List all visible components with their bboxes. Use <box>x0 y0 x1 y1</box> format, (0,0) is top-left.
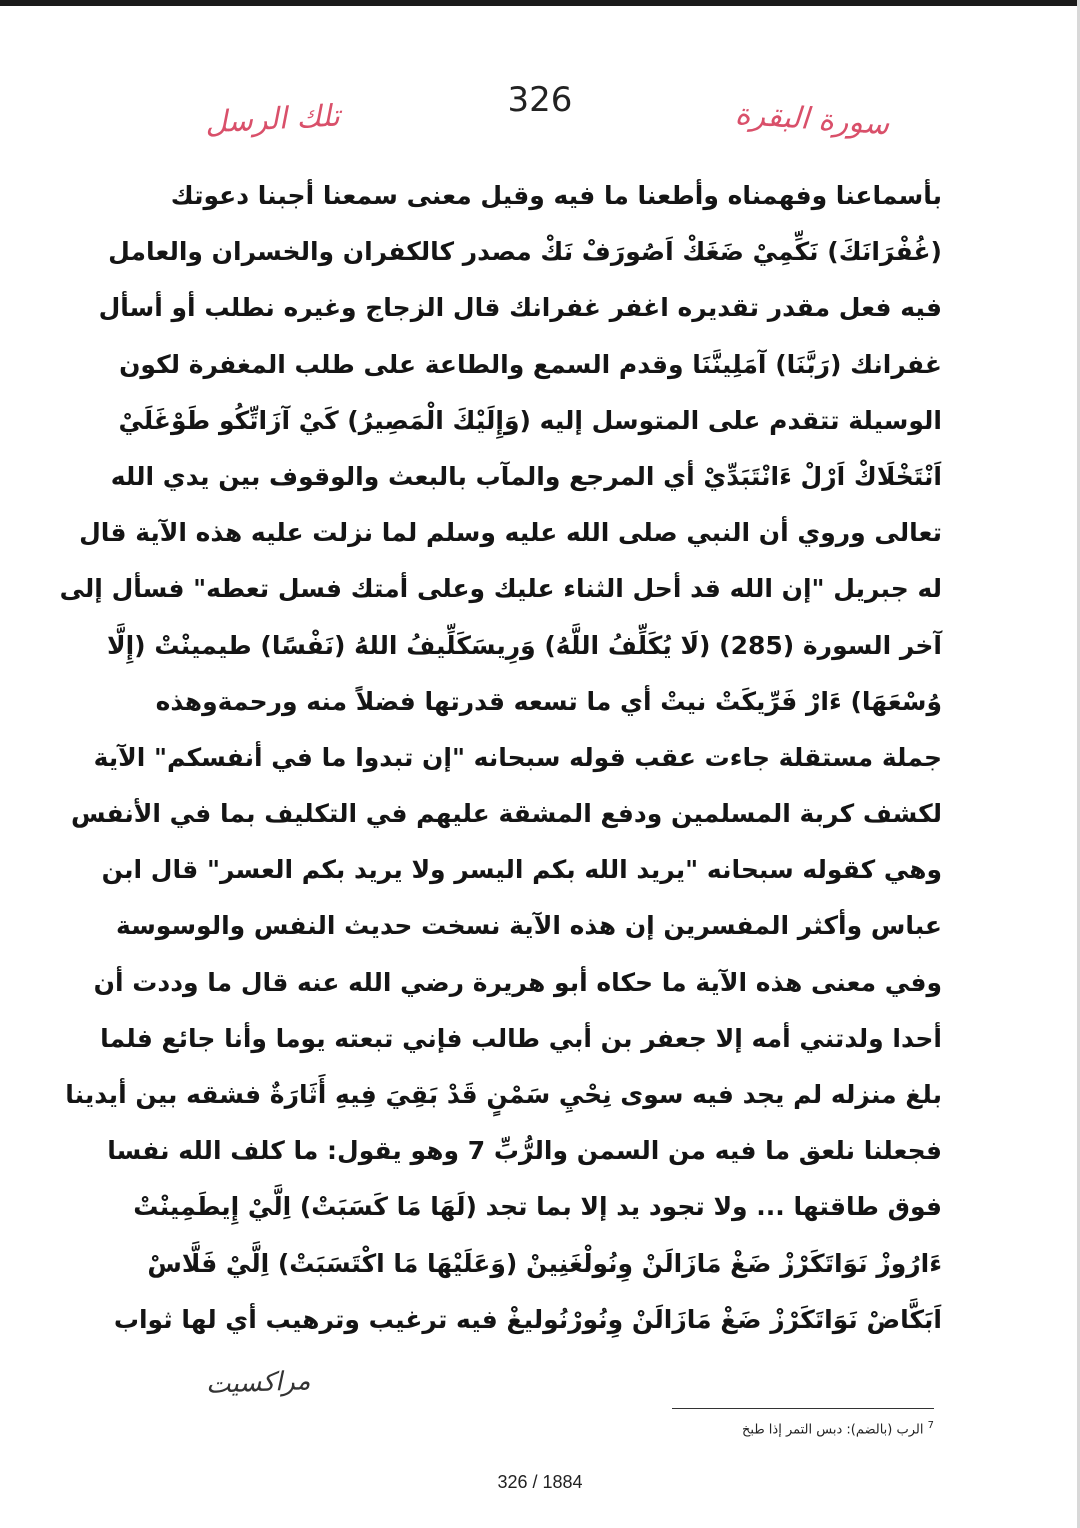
footnote-text: الرب (بالضم): دبس التمر إذا طبخ <box>742 1422 924 1438</box>
text-line: اَبَكَّاضْ نَوَاتَكَرْزْ ضَغْ مَازَالَنْ وِنُورْنُوليغْ فيه ترغيب وترهيب أي لها ثواب <box>113 1304 942 1334</box>
text-line: لكشف كربة المسلمين ودفع المشقة عليهم في التكليف بما في الأنفس <box>70 799 942 829</box>
text-line: وفي معنى هذه الآية ما حكاه أبو هريرة رضي الله عنه قال ما وددت أن <box>93 967 942 997</box>
text-line: تعالى وروي أن النبي صلى الله عليه وسلم لما نزلت عليه هذه الآية قال <box>79 518 942 548</box>
handwritten-section-note: تلك الرسل <box>204 98 341 141</box>
text-line: فيه فعل مقدر تقديره اغفر غفرانك قال الزجاج وغيره نطلب أو أسأل <box>98 293 942 323</box>
text-line: ءَارُوزْ نَوَاتَكَرْزْ ضَغْ مَازَالَنْ وِنُولْغَنِينْ (وَعَلَيْهَا مَا اكْتَسَبَتْ) اِلَّيْ فَلَّاسْ <box>147 1248 942 1278</box>
footnote-divider <box>672 1408 934 1409</box>
handwritten-surah-name: سورة البقرة <box>733 96 891 143</box>
footnote <box>600 1420 934 1437</box>
text-line: اَنْتَخْلَاكْ اَرْلْ ءَانْتَبَدِّيْ أي المرجع والمآب بالبعث والوقوف بين يدي الله <box>110 461 942 491</box>
page-counter: 326 / 1884 <box>497 1472 583 1492</box>
text-line: فوق طاقتها ... ولا تجود يد إلا بما تجد (لَهَا مَا كَسَبَتْ) اِلَّيْ إِيطَمِينْتْ <box>133 1192 942 1222</box>
scan-top-edge <box>0 0 1080 6</box>
handwritten-signature: مراكسيت <box>205 1366 311 1400</box>
text-line: عباس وأكثر المفسرين إن هذه الآية نسخت حديث النفس والوسوسة <box>116 911 942 941</box>
text-line: بلغ منزله لم يجد فيه سوى نِحْيِ سَمْنٍ قَدْ بَقِيَ فِيهِ أَثَارَةٌ فشقه بين أيدينا <box>65 1080 942 1109</box>
text-line: أحدا ولدتني أمه إلا جعفر بن أبي طالب فإني تبعته يوما وأنا جائع فلما <box>100 1023 942 1053</box>
text-line: الوسيلة تتقدم على المتوسل إليه (وَإِلَيْكَ الْمَصِيرُ) كَيْ آزَاتِّكُو طَوْغَلَيْ <box>118 405 942 435</box>
text-line: له جبريل "إن الله قد أحل الثناء عليك وعلى أمتك فسل تعطه" فسأل إلى <box>59 574 942 604</box>
body-text <box>59 168 942 1348</box>
text-line: وُسْعَهَا) ءَارْ فَرِّيكَتْ نيتْ أي ما تسعه قدرتها فضلاً منه ورحمةوهذه <box>155 686 942 716</box>
page-number: 326 <box>507 80 573 120</box>
text-line: غفرانك (رَبَّنَا) آمَلِينَّنَا وقدم السمع والطاعة على طلب المغفرة لكون <box>119 349 942 379</box>
text-line: بأسماعنا وفهمناه وأطعنا ما فيه وقيل معنى سمعنا أجبنا دعوتك <box>170 181 942 210</box>
text-line: آخر السورة (285) (لَا يُكَلِّفُ اللَّهُ) وَرِيسَكَلِّيفُ اللهُ (نَفْسًا) طيمينْتْ (إِلَّا <box>107 630 942 660</box>
footnote-marker: 7 <box>927 1420 934 1431</box>
text-line: وهي كقوله سبحانه "يريد الله بكم اليسر ولا يريد بكم العسر" قال ابن <box>101 855 942 885</box>
text-line: فجعلنا نلعق ما فيه من السمن والرُّبِّ 7 وهو يقول: ما كلف الله نفسا <box>107 1136 942 1166</box>
text-line: (غُفْرَانَكَ) نَكِّمِيْ ضَغَكْ اَصُورَفْ نَكْ مصدر كالكفران والخسران والعامل <box>108 237 942 267</box>
text-line: جملة مستقلة جاءت عقب قوله سبحانه "إن تبدوا ما في أنفسكم" الآية <box>93 742 942 772</box>
